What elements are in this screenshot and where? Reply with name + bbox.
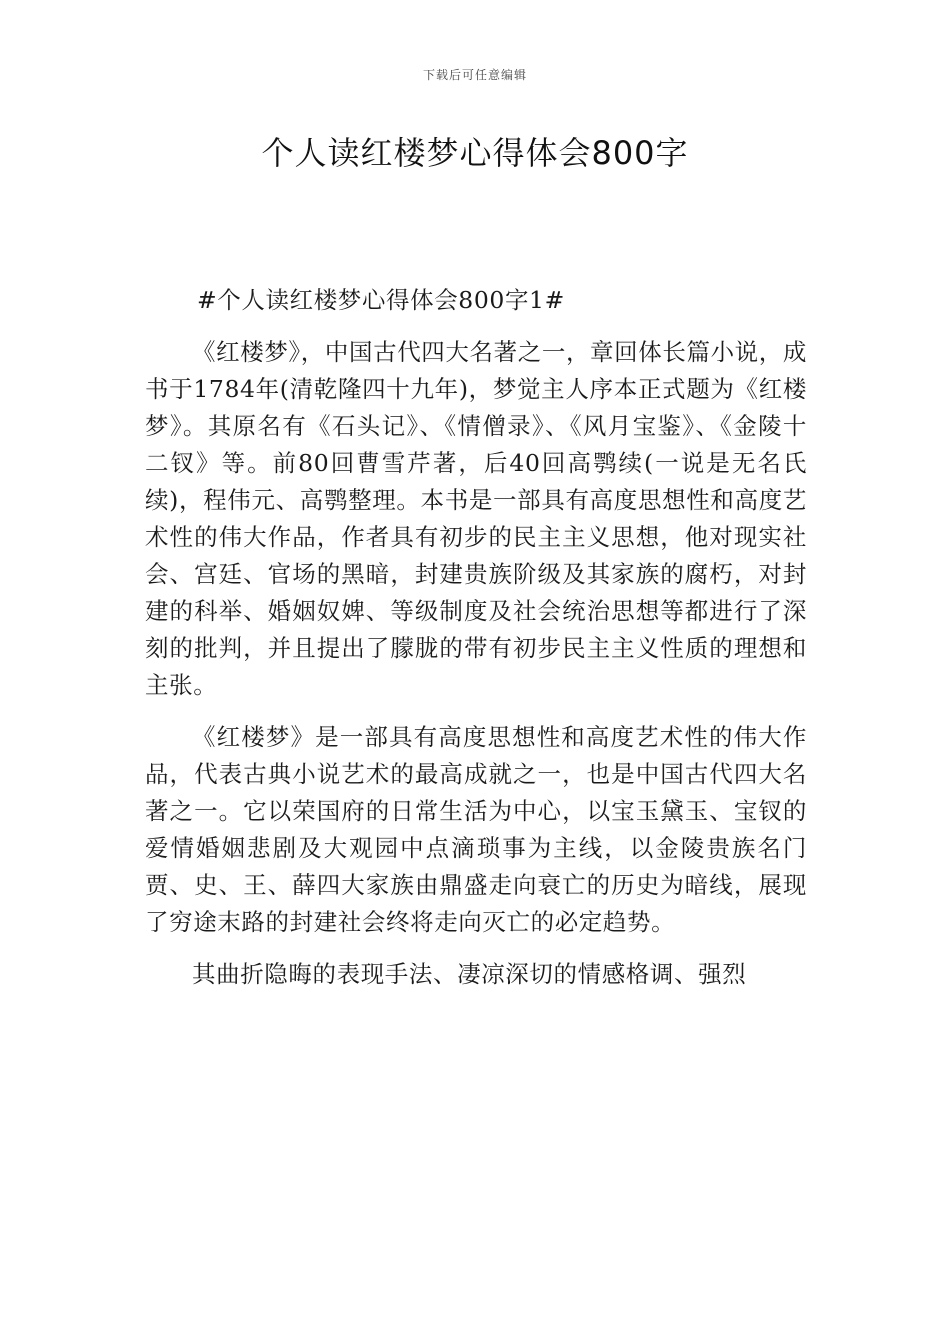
header-note: 下载后可任意编辑 [422,68,527,82]
paragraph-2: 《红楼梦》是一部具有高度思想性和高度艺术性的伟大作品，代表古典小说艺术的最高成就之一，也是中国古代四大名著之一。它以荣国府的日常生活为中心，以宝玉黛玉、宝钗的爱情婚姻悲剧及大观园中点滴琐事为主线，以金陵贵族名门贾、史、王、薛四大家族由鼎盛走向衰亡的历史为暗线，展现了穷途末路的封建社会终将走向灭亡的必定趋势。 [145,723,807,936]
paragraph-1: 《红楼梦》，中国古代四大名著之一，章回体长篇小说，成书于1784年(清乾隆四十九年)，梦觉主人序本正式题为《红楼梦》。其原名有《石头记》、《情僧录》、《风月宝鉴》、《金陵十二钗》等。前80回曹雪芹著，后40回高鹗续(一说是无名氏续)，程伟元、高鹗整理。本书是一部具有高度思想性和高度艺术性的伟大作品，作者具有初步的民主主义思想，他对现实社会、宫廷、官场的黑暗，封建贵族阶级及其家族的腐朽，对封建的科举、婚姻奴婢、等级制度及社会统治思想等都进行了深刻的批判，并且提出了朦胧的带有初步民主主义性质的理想和主张。 [145,338,807,699]
document-body [145,282,807,1008]
section-heading: #个人读红楼梦心得体会800字1# [197,286,565,314]
paragraph-3: 其曲折隐晦的表现手法、凄凉深切的情感格调、强烈 [192,960,747,988]
page-title: 个人读红楼梦心得体会800字 [261,134,689,172]
